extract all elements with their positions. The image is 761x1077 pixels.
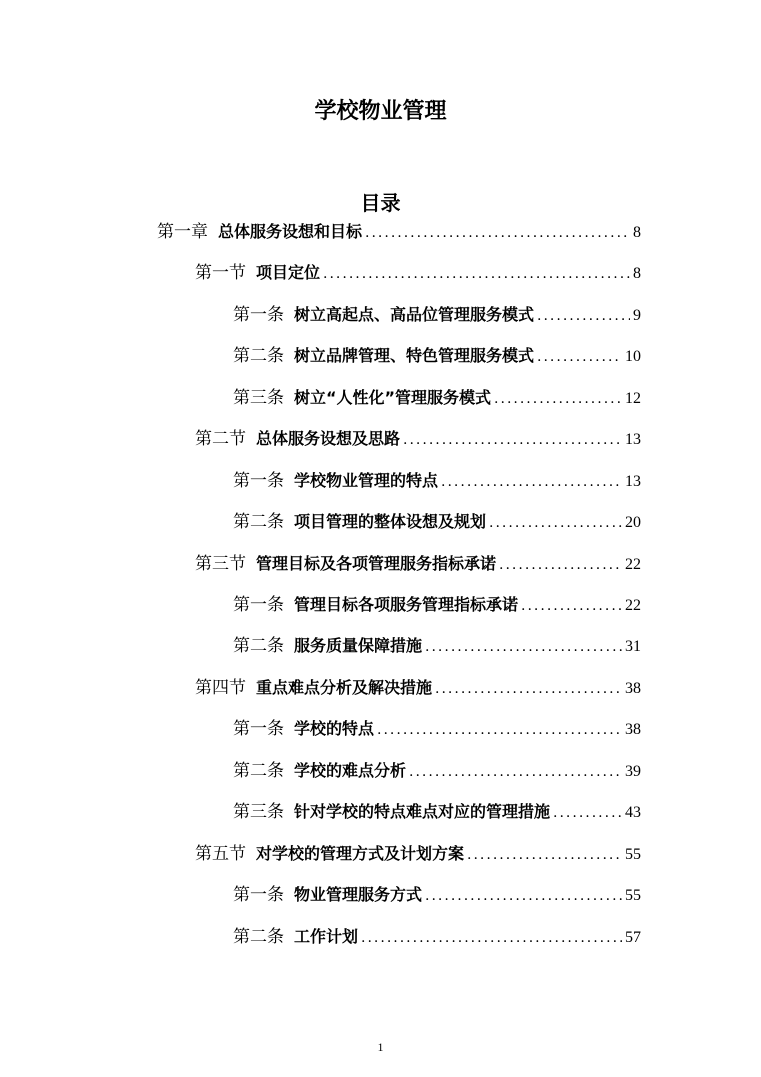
toc-entry[interactable] (233, 592, 641, 618)
toc-entry[interactable] (195, 260, 641, 286)
toc-entry-title: 树立高起点、高品位管理服务模式 (294, 305, 535, 324)
toc-entry-page: 22 (625, 597, 641, 614)
toc-entry-page: 55 (625, 846, 641, 863)
toc-entry[interactable] (157, 219, 641, 245)
toc-leader-dots (521, 593, 622, 619)
document-title: 学校物业管理 (314, 99, 447, 124)
toc-entry-number: 第一节 (195, 263, 246, 283)
toc-entry-number: 第二条 (233, 761, 284, 781)
toc-entry-number: 第一条 (233, 305, 284, 325)
toc-entry[interactable] (233, 716, 641, 742)
toc-heading: 目录 (360, 191, 401, 215)
toc-leader-dots (377, 717, 622, 743)
toc-entry[interactable] (233, 509, 641, 535)
toc-entry[interactable] (233, 799, 641, 825)
toc-entry-number: 第二节 (195, 429, 246, 449)
toc-entry[interactable] (233, 302, 641, 328)
toc-leader-dots (499, 552, 622, 578)
toc-entry-number: 第二条 (233, 512, 284, 532)
toc-entry-title: 项目定位 (256, 263, 321, 282)
toc-entry-title: 总体服务设想和目标 (218, 222, 363, 241)
toc-entry-title: 对学校的管理方式及计划方案 (256, 844, 465, 863)
toc-entry-page: 8 (633, 265, 641, 282)
toc-leader-dots (365, 220, 630, 246)
toc-leader-dots (494, 386, 622, 412)
toc-entry-title: 管理目标及各项管理服务指标承诺 (256, 554, 497, 573)
toc-entry-title: 学校的难点分析 (294, 761, 407, 780)
toc-leader-dots (467, 842, 622, 868)
toc-entry-page: 20 (625, 514, 641, 531)
toc-entry-number: 第一条 (233, 595, 284, 615)
toc-entry-page: 13 (625, 473, 641, 490)
toc-entry-page: 10 (625, 348, 641, 365)
toc-entry[interactable] (195, 841, 641, 867)
toc-leader-dots (403, 427, 622, 453)
toc-entry-page: 9 (633, 307, 641, 324)
toc-entry-page: 39 (625, 763, 641, 780)
toc-leader-dots (489, 510, 622, 536)
toc-entry-title: 管理目标各项服务管理指标承诺 (294, 595, 519, 614)
toc-entry-number: 第二条 (233, 346, 284, 366)
toc-leader-dots (425, 634, 622, 660)
toc-entry-page: 8 (633, 224, 641, 241)
toc-entry-page: 43 (625, 804, 641, 821)
toc-entry-number: 第一条 (233, 719, 284, 739)
toc-entry[interactable] (233, 468, 641, 494)
toc-entry-title: 项目管理的整体设想及规划 (294, 512, 487, 531)
toc-entry-number: 第二条 (233, 927, 284, 947)
toc-leader-dots (425, 883, 622, 909)
toc-entry-number: 第三条 (233, 388, 284, 408)
toc-leader-dots (537, 303, 630, 329)
toc-entry[interactable] (233, 633, 641, 659)
toc-entry[interactable] (233, 343, 641, 369)
toc-leader-dots (323, 261, 630, 287)
toc-leader-dots (435, 676, 622, 702)
toc-entry-page: 31 (625, 638, 641, 655)
toc-entry[interactable] (195, 426, 641, 452)
toc-entry-title: 树立“人性化”管理服务模式 (294, 388, 492, 407)
toc-entry[interactable] (233, 385, 641, 411)
toc-entry-page: 38 (625, 721, 641, 738)
toc-entry-number: 第一条 (233, 471, 284, 491)
toc-leader-dots (361, 925, 622, 951)
toc-entry-number: 第三条 (233, 802, 284, 822)
toc-entry-title: 针对学校的特点难点对应的管理措施 (294, 802, 551, 821)
toc-entry-title: 工作计划 (294, 927, 359, 946)
toc-entry-title: 学校物业管理的特点 (294, 471, 439, 490)
toc-entry[interactable] (233, 758, 641, 784)
toc-entry-title: 总体服务设想及思路 (256, 429, 401, 448)
toc-entry-number: 第五节 (195, 844, 246, 864)
toc-entry-page: 38 (625, 680, 641, 697)
toc-entry-number: 第三节 (195, 554, 246, 574)
toc-entry-page: 57 (625, 929, 641, 946)
toc-entry-title: 重点难点分析及解决措施 (256, 678, 433, 697)
toc-entry[interactable] (195, 675, 641, 701)
toc-entry-page: 12 (625, 390, 641, 407)
toc-entry-title: 服务质量保障措施 (294, 636, 423, 655)
toc-entry-number: 第二条 (233, 636, 284, 656)
toc-entry-page: 22 (625, 556, 641, 573)
toc-leader-dots (553, 800, 622, 826)
toc-entry-number: 第四节 (195, 678, 246, 698)
toc-entry-number: 第一章 (157, 222, 208, 242)
toc-entry[interactable] (233, 924, 641, 950)
toc-entry-title: 学校的特点 (294, 719, 375, 738)
toc-leader-dots (409, 759, 622, 785)
toc-entry-page: 55 (625, 887, 641, 904)
toc-leader-dots (537, 344, 622, 370)
page-number: 1 (377, 1040, 384, 1054)
toc-entry[interactable] (195, 551, 641, 577)
toc-entry-number: 第一条 (233, 885, 284, 905)
toc-entry-title: 物业管理服务方式 (294, 885, 423, 904)
toc-entry-page: 13 (625, 431, 641, 448)
toc-leader-dots (441, 469, 622, 495)
toc-entry[interactable] (233, 882, 641, 908)
toc-entry-title: 树立品牌管理、特色管理服务模式 (294, 346, 535, 365)
